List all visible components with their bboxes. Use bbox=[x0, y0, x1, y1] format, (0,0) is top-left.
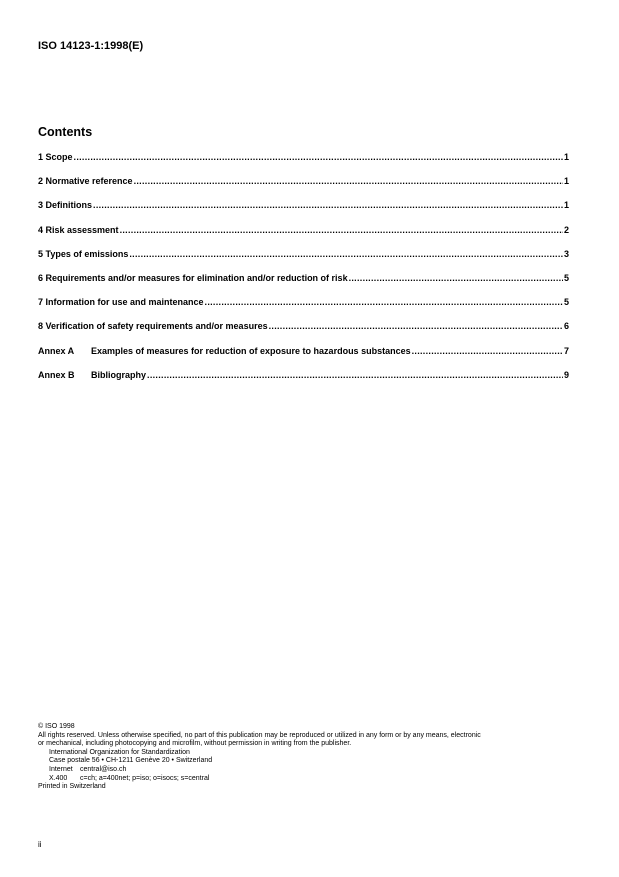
organization-name: International Organization for Standardization bbox=[49, 748, 190, 756]
x400-contact bbox=[38, 775, 578, 784]
page-number: ii bbox=[38, 840, 42, 849]
rights-statement-line-2: or mechanical, including photocopying and microfilm, without permission in writing from the publisher. bbox=[38, 740, 352, 748]
annex-id: Annex A bbox=[38, 345, 75, 356]
toc-entry-scope[interactable] bbox=[38, 152, 569, 176]
toc-page-number: 1 bbox=[563, 200, 569, 211]
toc-page-number: 7 bbox=[563, 345, 569, 356]
toc-entry-label: 8 Verification of safety requirements and/or measures bbox=[38, 321, 268, 332]
x400-address: c=ch; a=400net; p=iso; o=isocs; s=central bbox=[80, 774, 210, 782]
toc-entry-label: 2 Normative reference bbox=[38, 176, 133, 187]
toc-leader-dots bbox=[129, 249, 563, 259]
toc-leader-dots bbox=[205, 297, 563, 307]
toc-entry-risk-assessment[interactable] bbox=[38, 225, 569, 249]
annex-title: Bibliography bbox=[91, 369, 147, 380]
rights-statement-line-1: All rights reserved. Unless otherwise specified, no part of this publication may be reproduced or utilized in any form or by any means, electronic bbox=[38, 731, 481, 739]
toc-page-number: 9 bbox=[563, 369, 569, 380]
toc-entry-label bbox=[38, 346, 411, 356]
toc-entry-label: 6 Requirements and/or measures for elimination and/or reduction of risk bbox=[38, 272, 348, 283]
internet-contact bbox=[38, 766, 578, 775]
organization-address: Case postale 56 • CH-1211 Genève 20 • Switzerland bbox=[49, 757, 213, 765]
x400-label: X.400 bbox=[49, 774, 68, 782]
toc-page-number: 5 bbox=[563, 297, 569, 308]
toc-leader-dots bbox=[134, 176, 563, 186]
toc-leader-dots bbox=[93, 200, 563, 210]
internet-label: Internet bbox=[49, 765, 73, 773]
toc-entry-verification[interactable] bbox=[38, 321, 569, 345]
toc-entry-label: 4 Risk assessment bbox=[38, 224, 119, 235]
toc-page-number: 2 bbox=[563, 224, 569, 235]
toc-entry-label: 3 Definitions bbox=[38, 200, 93, 211]
toc-entry-label bbox=[38, 370, 146, 380]
annex-title: Examples of measures for reduction of exposure to hazardous substances bbox=[91, 345, 411, 356]
copyright-footer bbox=[38, 723, 578, 792]
toc-entry-label: 1 Scope bbox=[38, 152, 73, 162]
toc-leader-dots bbox=[74, 152, 563, 162]
toc-leader-dots bbox=[349, 273, 563, 283]
printed-in: Printed in Switzerland bbox=[38, 783, 106, 791]
toc-entry-label: 7 Information for use and maintenance bbox=[38, 297, 204, 308]
contents-title: Contents bbox=[38, 125, 93, 139]
toc-entry-types-of-emissions[interactable] bbox=[38, 249, 569, 273]
internet-email: central@iso.ch bbox=[80, 765, 127, 773]
toc-page-number: 1 bbox=[563, 176, 569, 187]
toc-entry-normative-reference[interactable] bbox=[38, 176, 569, 200]
toc-entry-definitions[interactable] bbox=[38, 200, 569, 224]
toc-entry-requirements[interactable] bbox=[38, 273, 569, 297]
toc-leader-dots bbox=[147, 370, 563, 380]
toc-leader-dots bbox=[412, 346, 563, 356]
document-header: ISO 14123-1:1998(E) bbox=[38, 40, 144, 52]
toc-page-number: 6 bbox=[563, 321, 569, 332]
toc-entry-information-for-use[interactable] bbox=[38, 297, 569, 321]
toc-entry-annex-b[interactable] bbox=[38, 370, 569, 394]
table-of-contents bbox=[38, 152, 569, 394]
copyright-line: © ISO 1998 bbox=[38, 723, 75, 730]
toc-leader-dots bbox=[120, 225, 563, 235]
toc-page-number: 5 bbox=[563, 272, 569, 283]
toc-entry-annex-a[interactable] bbox=[38, 346, 569, 370]
toc-page-number: 1 bbox=[563, 152, 569, 162]
annex-id: Annex B bbox=[38, 369, 75, 380]
toc-page-number: 3 bbox=[563, 248, 569, 259]
toc-entry-label: 5 Types of emissions bbox=[38, 248, 129, 259]
toc-leader-dots bbox=[269, 321, 563, 331]
